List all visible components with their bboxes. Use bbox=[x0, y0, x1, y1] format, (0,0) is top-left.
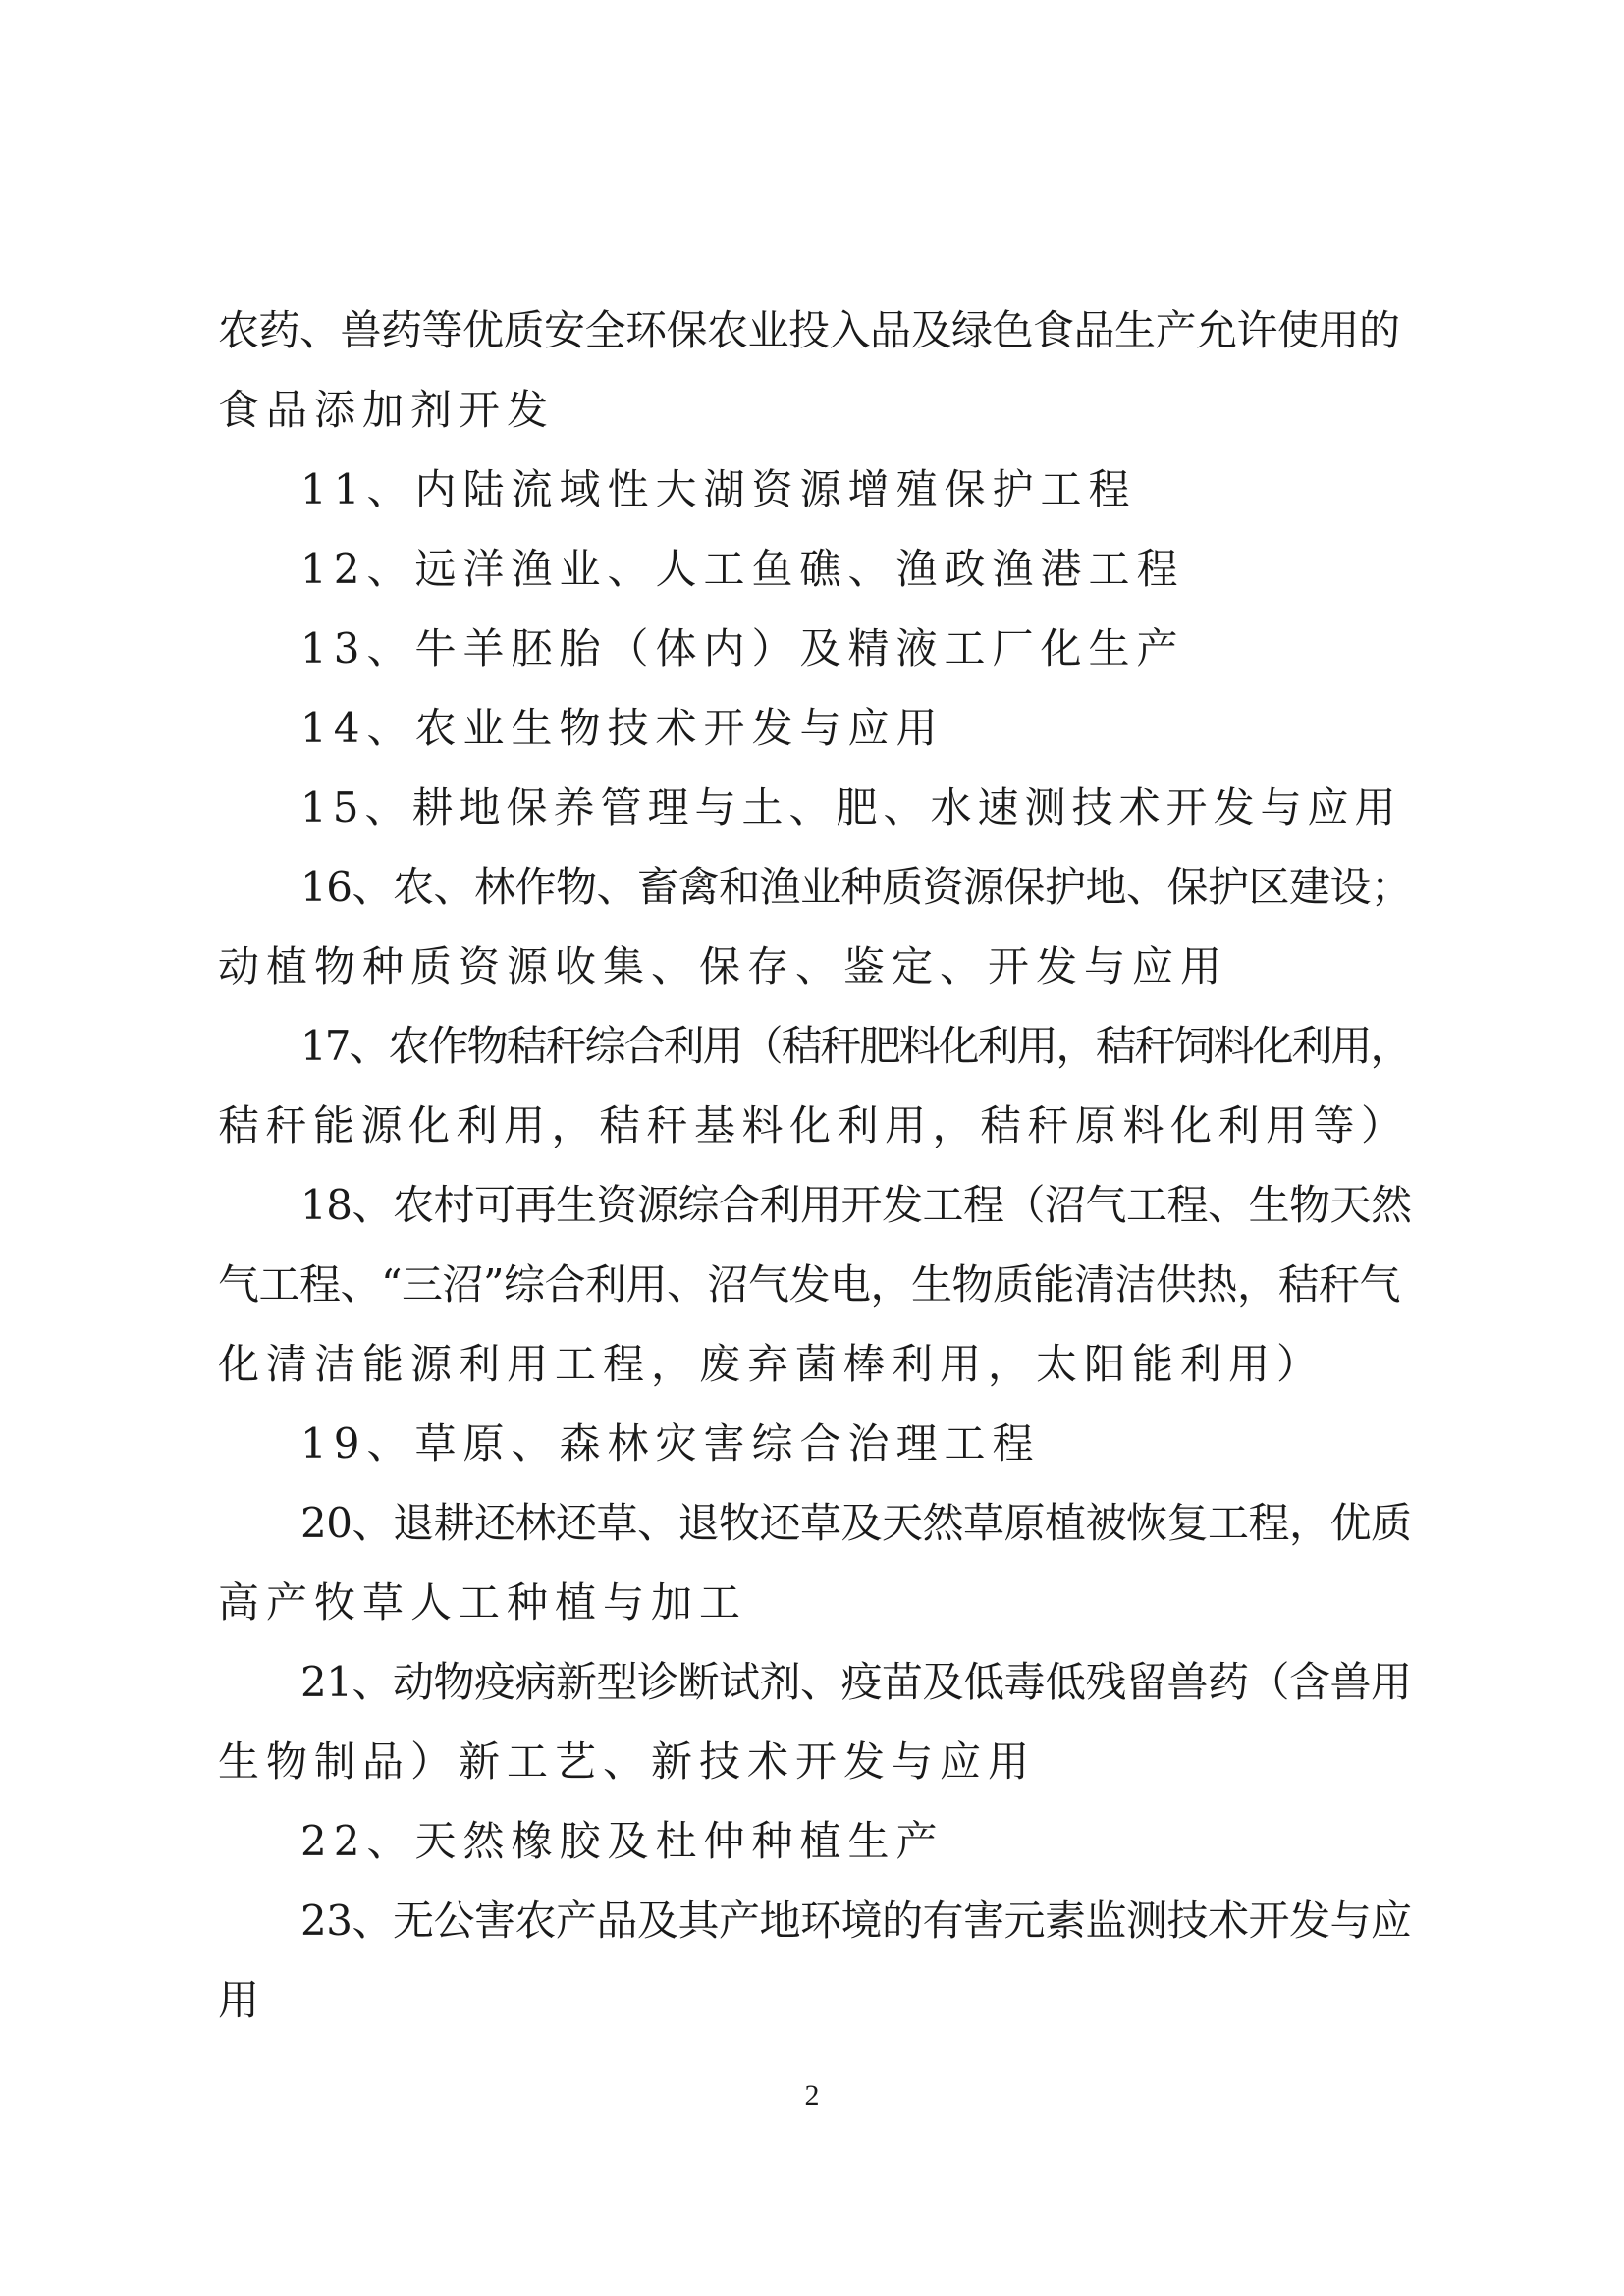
text-line: 高产牧草人工种植与加工 bbox=[218, 1578, 748, 1627]
paragraph bbox=[218, 291, 1411, 450]
paragraph bbox=[218, 1404, 1411, 1483]
text-line: 20、退耕还林还草、退牧还草及天然草原植被恢复工程，优质 bbox=[300, 1499, 1412, 1547]
paragraph bbox=[218, 609, 1411, 688]
paragraph bbox=[218, 688, 1411, 768]
text-line: 15、耕地保养管理与土、肥、水速测技术开发与应用 bbox=[300, 783, 1402, 831]
text-line: 16、农、林作物、畜禽和渔业种质资源保护地、保护区建设； bbox=[300, 863, 1412, 911]
document-body bbox=[218, 291, 1411, 2040]
text-line: 11、内陆流域性大湖资源增殖保护工程 bbox=[300, 465, 1137, 513]
paragraph bbox=[218, 1881, 1411, 2040]
paragraph bbox=[218, 1642, 1411, 1801]
text-line: 生物制品）新工艺、新技术开发与应用 bbox=[218, 1737, 1037, 1786]
text-line: 秸秆能源化利用，秸秆基料化利用，秸秆原料化利用等） bbox=[218, 1101, 1409, 1149]
text-line: 14、农业生物技术开发与应用 bbox=[300, 704, 945, 752]
paragraph bbox=[218, 450, 1411, 529]
text-line: 化清洁能源利用工程，废弃菌棒利用，太阳能利用） bbox=[218, 1340, 1326, 1388]
text-line: 12、远洋渔业、人工鱼礁、渔政渔港工程 bbox=[300, 545, 1185, 593]
paragraph bbox=[218, 529, 1411, 609]
text-line: 用 bbox=[218, 1976, 267, 2024]
paragraph bbox=[218, 1165, 1411, 1404]
text-line: 22、天然橡胶及杜仲种植生产 bbox=[300, 1817, 945, 1865]
text-line: 食品添加剂开发 bbox=[218, 386, 556, 434]
text-line: 气工程、“三沼”综合利用、沼气发电，生物质能清洁供热，秸秆气 bbox=[218, 1260, 1400, 1308]
paragraph bbox=[218, 847, 1411, 1006]
paragraph bbox=[218, 1483, 1411, 1642]
paragraph bbox=[218, 1801, 1411, 1881]
text-line: 19、草原、森林灾害综合治理工程 bbox=[300, 1419, 1041, 1468]
text-line: 动植物种质资源收集、保存、鉴定、开发与应用 bbox=[218, 942, 1229, 990]
text-line: 18、农村可再生资源综合利用开发工程（沼气工程、生物天然 bbox=[300, 1181, 1412, 1229]
page-number: 2 bbox=[804, 2079, 820, 2111]
paragraph bbox=[218, 1006, 1411, 1165]
paragraph bbox=[218, 768, 1411, 847]
text-line: 21、动物疫病新型诊断试剂、疫苗及低毒低残留兽药（含兽用 bbox=[300, 1658, 1412, 1706]
text-line: 17、农作物秸秆综合利用（秸秆肥料化利用，秸秆饲料化利用， bbox=[300, 1022, 1410, 1070]
text-line: 13、牛羊胚胎（体内）及精液工厂化生产 bbox=[300, 624, 1185, 672]
text-line: 23、无公害农产品及其产地环境的有害元素监测技术开发与应 bbox=[300, 1896, 1412, 1945]
text-line: 农药、兽药等优质安全环保农业投入品及绿色食品生产允许使用的 bbox=[218, 306, 1400, 354]
